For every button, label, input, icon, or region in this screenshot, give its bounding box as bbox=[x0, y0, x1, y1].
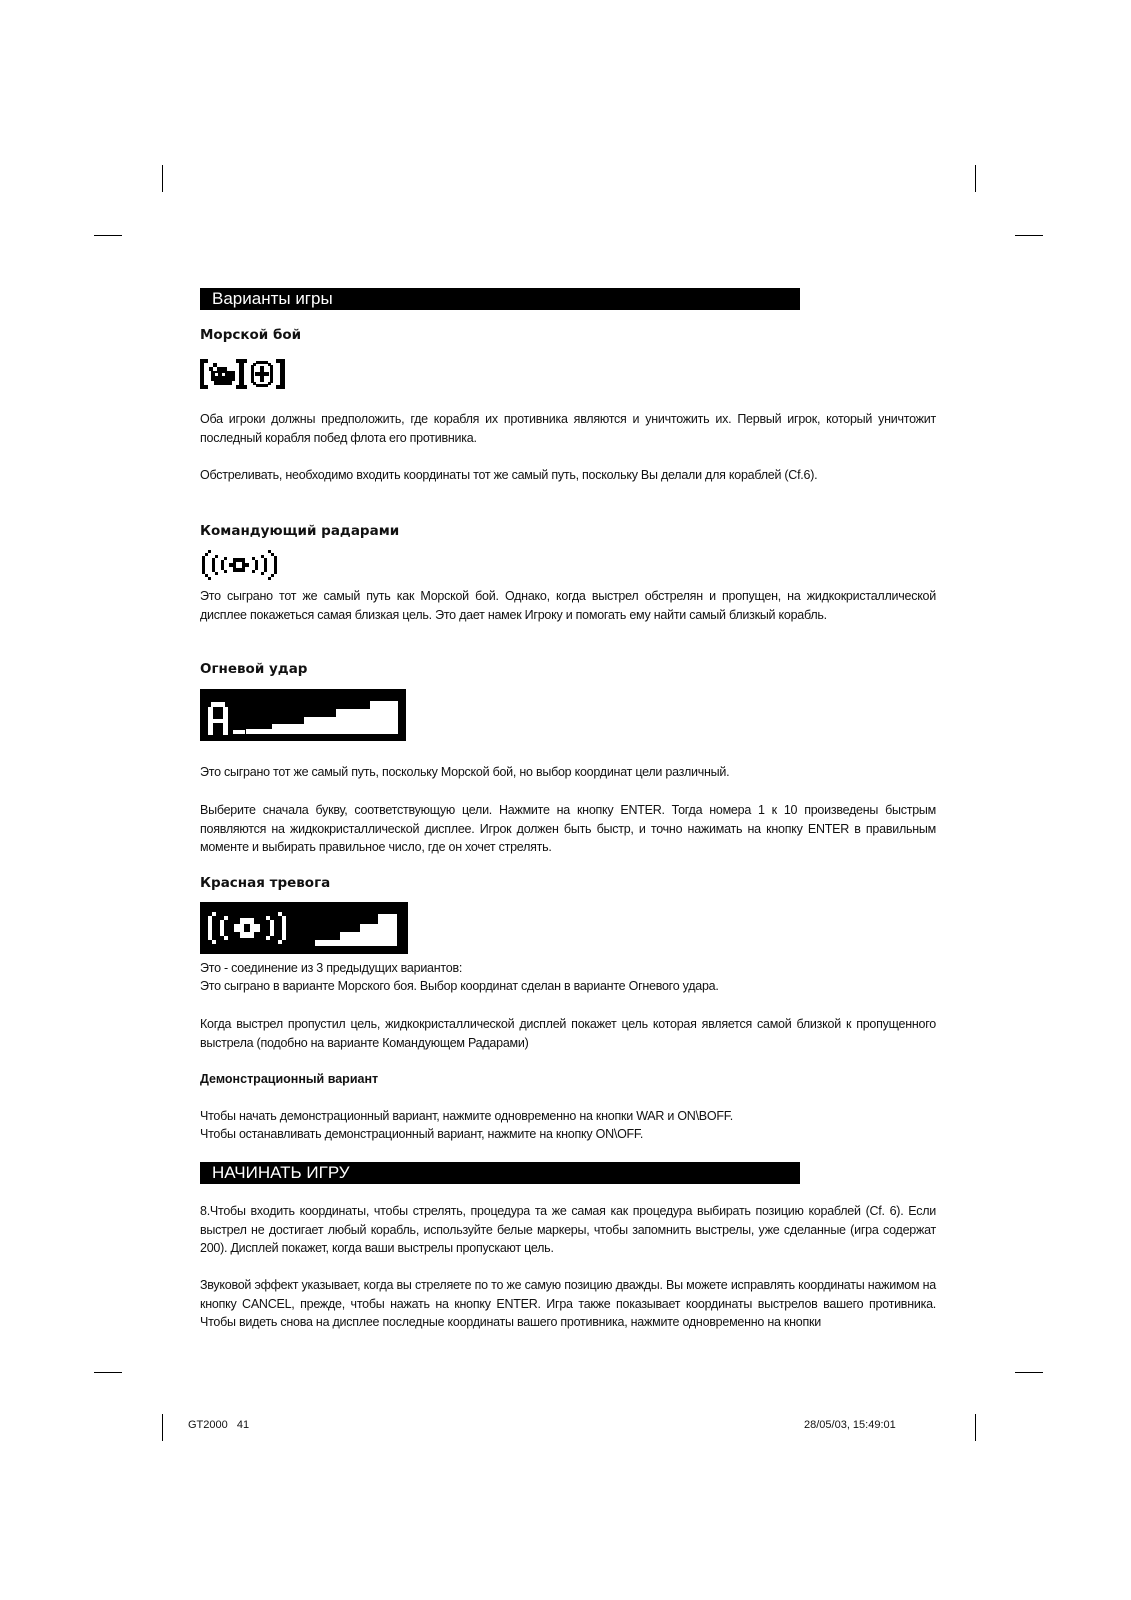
paragraph: Выберите сначала букву, соответствующую цели. Нажмите на кнопку ENTER. Тогда номера 1 к 10 произведены быстрым появляются на жидкокристаллической дисплее. Игрок должен быть быстр, и точно нажимать на кнопку ENTER в правильным моменте и выбирать правильное число, где он хочет стрелять. bbox=[200, 803, 936, 854]
section-title-start-game: НАЧИНАТЬ ИГРУ bbox=[200, 1162, 800, 1184]
subheading-sea-battle: Морской бой bbox=[200, 327, 302, 343]
crop-mark bbox=[94, 235, 122, 236]
paragraph: Это сыграно в варианте Морского боя. Выбор координат сделан в варианте Огневого удара. bbox=[200, 979, 719, 993]
paragraph: Оба игроки должны предположить, где корабля их противника являются и уничтожить их. Первый игрок, который уничтожит последный корабля побед флота его противника. bbox=[200, 412, 936, 445]
paragraph: Это сыграно тот же самый путь, поскольку Морской бой, но выбор координат цели различный. bbox=[200, 765, 730, 779]
ship-target-lcd-icon bbox=[200, 357, 286, 396]
red-alert-lcd-icon bbox=[200, 902, 408, 959]
paragraph: Чтобы останавливать демонстрационный вариант, нажмите на кнопку ON\OFF. bbox=[200, 1127, 644, 1141]
paragraph: 8.Чтобы входить координаты, чтобы стрелять, процедура та же самая как процедура выбирать позицию кораблей (Cf. 6). Если выстрел не достигает любый корабль, используйте белые маркеры, чтобы запомнить выстрелы, уже сделанные (игра содержат 200). Дисплей покажет, когда ваши выстрелы пропускают цель. bbox=[200, 1204, 936, 1255]
crop-mark bbox=[1015, 1372, 1043, 1373]
crop-mark bbox=[975, 1414, 976, 1441]
footer-right: 28/05/03, 15:49:01 bbox=[804, 1419, 896, 1431]
fire-strike-lcd-icon bbox=[200, 689, 406, 746]
subheading-radar: Командующий радарами bbox=[200, 523, 400, 539]
subheading-fire-strike: Огневой удар bbox=[200, 661, 308, 677]
paragraph: Чтобы начать демонстрационный вариант, нажмите одновременно на кнопки WAR и ON\BOFF. bbox=[200, 1109, 733, 1123]
paragraph: Звуковой эффект указывает, когда вы стреляете по то же самую позицию дважды. Вы можете исправлять координаты нажимом на кнопку CANCEL, прежде, чтобы нажать на кнопку ENTER. Игра также показывает координаты выстрелов вашего противника. Чтобы видеть снова на дисплее последные координаты вашего противника, нажмите одновременно на кнопки bbox=[200, 1278, 936, 1329]
footer-left: GT2000 41 bbox=[188, 1419, 250, 1431]
radar-waves-lcd-icon bbox=[200, 550, 280, 585]
crop-mark bbox=[162, 165, 163, 192]
section-title-variants: Варианты игры bbox=[200, 288, 800, 310]
paragraph: Обстреливать, необходимо входить координаты тот же самый путь, поскольку Вы делали для кораблей (Cf.6). bbox=[200, 468, 818, 482]
crop-mark bbox=[162, 1414, 163, 1441]
subheading-demo: Демонстрационный вариант bbox=[200, 1072, 379, 1086]
crop-mark bbox=[94, 1372, 122, 1373]
paragraph: Это сыграно тот же самый путь как Морской бой. Однако, когда выстрел обстрелян и пропущен, на жидкокристаллической дисплее покажеться самая близкая цель. Это дает намек Игроку и помогать ему найти самый близкый корабль. bbox=[200, 589, 936, 622]
paragraph: Когда выстрел пропустил цель, жидкокристаллической дисплей покажет цель которая является самой близкой к пропущенного выстрела (подобно на варианте Командующем Радарами) bbox=[200, 1017, 936, 1050]
subheading-red-alert: Красная тревога bbox=[200, 875, 331, 891]
crop-mark bbox=[975, 165, 976, 192]
paragraph: Это - соединение из 3 предыдущих вариантов: bbox=[200, 961, 463, 975]
crop-mark bbox=[1015, 235, 1043, 236]
